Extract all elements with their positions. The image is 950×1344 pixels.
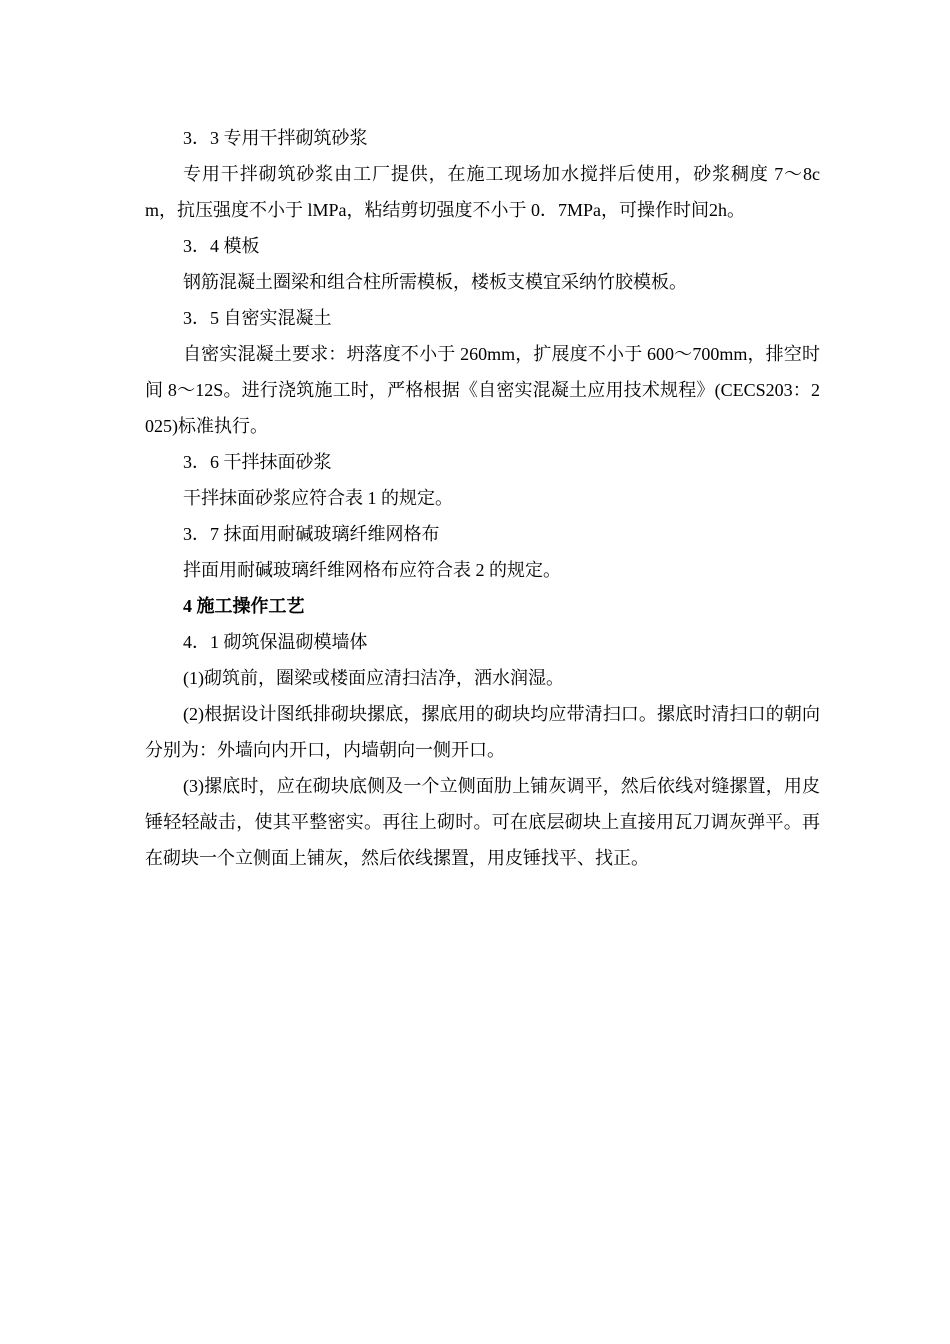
section-4-1-item-3: (3)摞底时，应在砌块底侧及一个立侧面肋上铺灰调平，然后依线对缝摞置，用皮锤轻轻敲击，使其平整密实。再往上砌时。可在底层砌块上直接用瓦刀调灰弹平。再在砌块一个立侧面上铺灰，然后依线摞置，用皮锤找平、找正。: [145, 776, 820, 868]
section-4-1-heading: 4．1 砌筑保温砌模墙体: [183, 632, 368, 652]
document-body: [145, 120, 820, 876]
section-4-1-item-2: (2)根据设计图纸排砌块摞底，摞底用的砌块均应带清扫口。摞底时清扫口的朝向分别为：外墙向内开口，内墙朝向一侧开口。: [145, 704, 820, 760]
section-3-6-paragraph: 干拌抹面砂浆应符合表 1 的规定。: [183, 488, 453, 508]
section-3-5-heading: 3．5 自密实混凝土: [183, 308, 332, 328]
section-4-heading: 4 施工操作工艺: [183, 596, 305, 616]
section-4-1-item-1: (1)砌筑前，圈梁或楼面应清扫洁净，洒水润湿。: [183, 668, 564, 688]
section-3-7-heading: 3．7 抹面用耐碱玻璃纤维网格布: [183, 524, 440, 544]
section-3-7-paragraph: 拌面用耐碱玻璃纤维网格布应符合表 2 的规定。: [183, 560, 561, 580]
section-3-4-heading: 3．4 模板: [183, 236, 260, 256]
section-3-3-heading: 3．3 专用干拌砌筑砂浆: [183, 128, 368, 148]
section-3-5-paragraph: 自密实混凝土要求：坍落度不小于 260mm，扩展度不小于 600～700mm，排空时间 8～12S。进行浇筑施工时，严格根据《自密实混凝土应用技术规程》(CECS203：2025)标准执行。: [145, 344, 820, 436]
section-3-4-paragraph: 钢筋混凝土圈梁和组合柱所需模板，楼板支模宜采纳竹胶模板。: [183, 272, 687, 292]
section-3-3-paragraph: 专用干拌砌筑砂浆由工厂提供，在施工现场加水搅拌后使用，砂浆稠度 7～8cm，抗压强度不小于 lMPa，粘结剪切强度不小于 0．7MPa，可操作时间2h。: [145, 164, 820, 220]
section-3-6-heading: 3．6 干拌抹面砂浆: [183, 452, 332, 472]
